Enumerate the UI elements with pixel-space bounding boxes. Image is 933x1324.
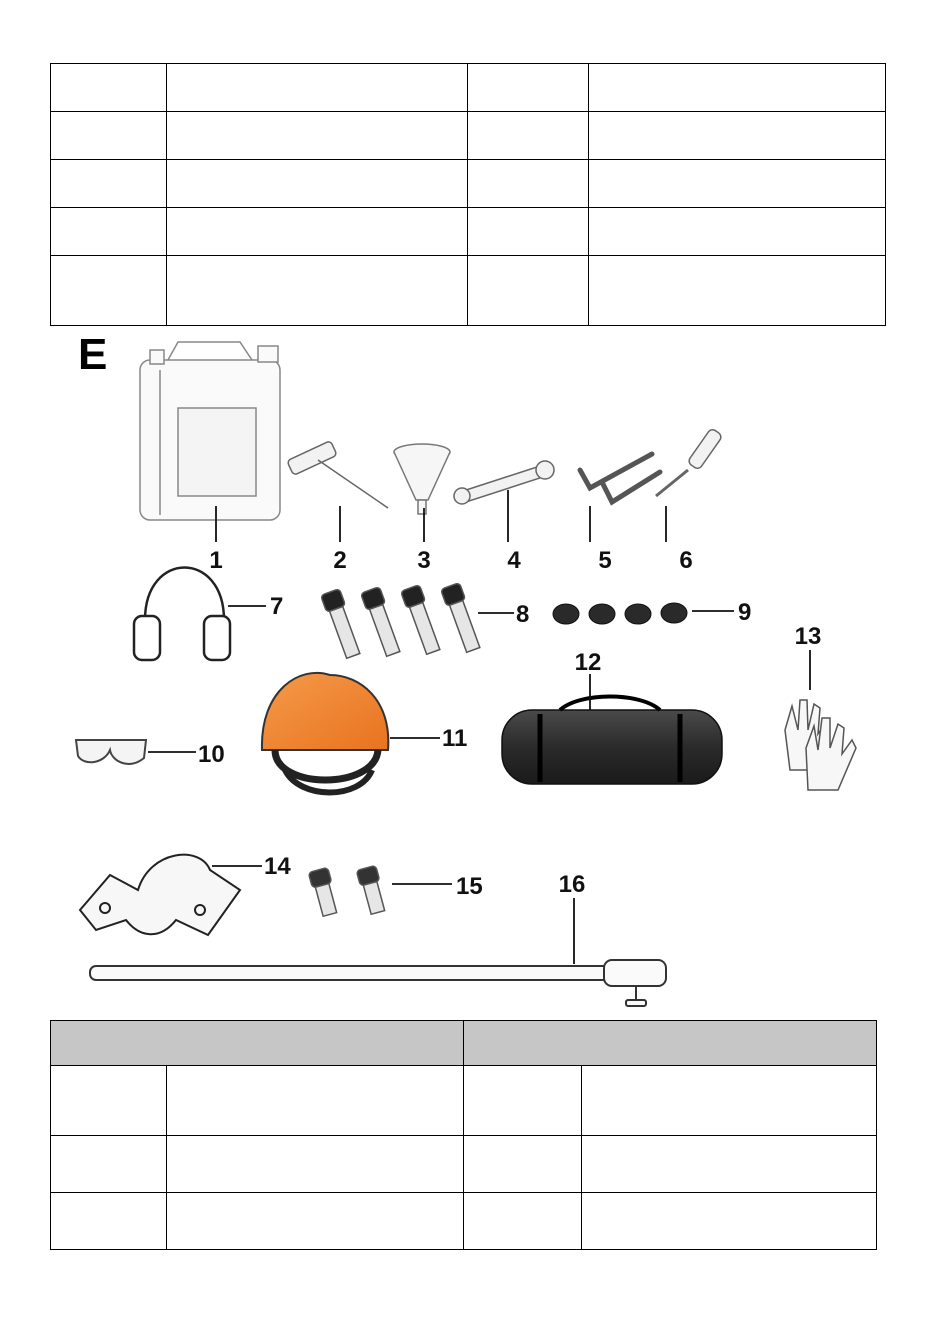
screwdriver-icon — [656, 428, 723, 496]
accessories-figure — [0, 330, 933, 1020]
table-row — [51, 160, 886, 208]
spark-plug-wrench-icon — [287, 441, 388, 508]
allen-keys-icon — [580, 454, 660, 502]
callout-5: 5 — [598, 547, 612, 574]
callout-6: 6 — [679, 547, 693, 574]
face-shield-helmet-icon — [262, 673, 388, 793]
callout-8: 8 — [516, 601, 530, 628]
open-wrench-icon — [454, 461, 554, 504]
fuel-can-icon — [140, 342, 280, 520]
handle-bar-icon — [90, 960, 666, 1006]
table-row — [51, 256, 886, 326]
table-header-row — [51, 1021, 877, 1066]
ear-muffs-icon — [134, 568, 230, 661]
callout-3: 3 — [417, 547, 431, 574]
callout-10: 10 — [198, 741, 225, 768]
table-row — [51, 112, 886, 160]
callout-12: 12 — [574, 649, 602, 676]
callout-7: 7 — [270, 593, 284, 620]
callout-14: 14 — [264, 853, 291, 880]
callout-2: 2 — [333, 547, 347, 574]
carry-bag-icon — [502, 697, 722, 785]
parts-table-top — [50, 63, 886, 326]
parts-table-bottom — [50, 1020, 877, 1250]
gloves-icon — [785, 700, 856, 790]
table-row — [51, 64, 886, 112]
callout-9: 9 — [738, 599, 752, 626]
table-row — [51, 208, 886, 256]
table-row — [51, 1066, 877, 1136]
safety-glasses-icon — [76, 740, 146, 764]
funnel-icon — [394, 444, 450, 514]
callout-13: 13 — [794, 623, 822, 650]
callout-11: 11 — [442, 725, 468, 752]
callout-4: 4 — [507, 547, 521, 574]
table-row — [51, 1136, 877, 1193]
callout-1: 1 — [209, 547, 223, 574]
callout-15: 15 — [456, 873, 483, 900]
long-bolts-icon — [321, 583, 483, 660]
section-letter: E — [78, 330, 108, 379]
table-row — [51, 1193, 877, 1250]
nuts-icon — [553, 603, 687, 624]
short-bolts-icon — [308, 865, 387, 917]
callout-16: 16 — [558, 871, 586, 898]
